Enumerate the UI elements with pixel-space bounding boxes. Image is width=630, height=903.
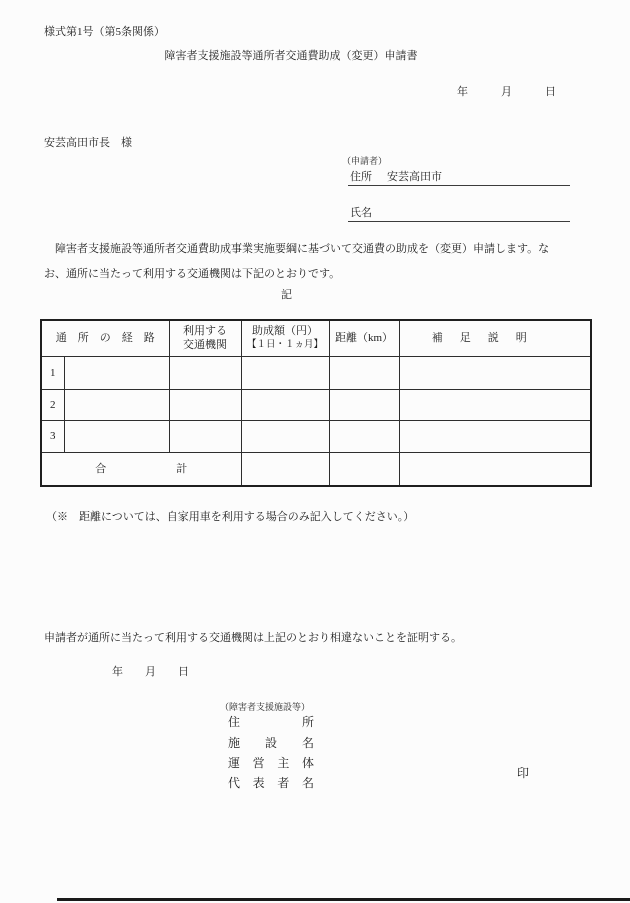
address-value: 安芸高田市 (387, 171, 442, 183)
row-number: 2 (41, 389, 64, 420)
header-subsidy-line1: 助成額（円） (252, 325, 318, 338)
facility-section-label: （障害者支援施設等） (220, 702, 311, 712)
page-break-line (57, 898, 630, 901)
address-label: 住所 (350, 171, 372, 183)
facility-name-label: 施設名 (228, 736, 314, 750)
route-fill-cell (64, 420, 169, 452)
body-line-1: 障害者支援施設等通所者交通費助成事業実施要綱に基づいて交通費の助成を（変更）申請します。な (44, 243, 550, 255)
note-fill-cell (399, 389, 591, 420)
certification-text: 申請者が通所に当たって利用する交通機関は上記のとおり相違ないことを証明する。 (44, 632, 462, 644)
header-transport-line2: 交通機関 (183, 339, 227, 352)
subsidy-fill-cell (241, 389, 329, 420)
year-label: 年 (112, 666, 123, 678)
header-route: 通 所 の 経 路 (41, 320, 169, 356)
header-transport (169, 320, 241, 356)
year-label: 年 (457, 86, 468, 98)
distance-total-cell (329, 452, 399, 486)
cert-date-line (112, 666, 189, 680)
date-line (457, 86, 556, 100)
header-subsidy-line2: 【１日・１ヵ月】 (246, 340, 323, 351)
facility-address-label: 住所 (228, 715, 314, 729)
total-label-cell (41, 452, 241, 486)
table-row (41, 420, 591, 452)
applicant-address-field (348, 169, 570, 186)
transport-fill-cell (169, 356, 241, 389)
row-number: 3 (41, 420, 64, 452)
applicant-section-label: （申請者） (342, 156, 388, 166)
total-label-char2: 計 (176, 462, 188, 475)
distance-fill-cell (329, 389, 399, 420)
facility-representative-label: 代表者名 (228, 776, 314, 790)
seal-mark: 印 (517, 766, 530, 780)
row-number: 1 (41, 356, 64, 389)
body-line-2: お、通所に当たって利用する交通機関は下記のとおりです。 (44, 268, 341, 280)
form-number: 様式第1号（第5条関係） (44, 26, 165, 38)
day-label: 日 (545, 86, 556, 98)
table-row (41, 356, 591, 389)
route-fill-cell (64, 356, 169, 389)
subsidy-total-cell (241, 452, 329, 486)
table-header-row (41, 320, 591, 356)
note-fill-cell (399, 356, 591, 389)
total-label-char1: 合 (95, 462, 107, 475)
addressee: 安芸高田市長 様 (44, 137, 132, 149)
distance-fill-cell (329, 420, 399, 452)
month-label: 月 (145, 666, 156, 678)
header-transport-line1: 利用する (183, 325, 227, 338)
distance-note: （※ 距離については、自家用車を利用する場合のみ記入してください。） (46, 511, 415, 523)
facility-operator-label: 運営主体 (228, 756, 314, 770)
name-label: 氏名 (350, 207, 372, 219)
note-total-cell (399, 452, 591, 486)
transport-fill-cell (169, 389, 241, 420)
subsidy-fill-cell (241, 356, 329, 389)
day-label: 日 (178, 666, 189, 678)
month-label: 月 (501, 86, 512, 98)
header-note: 補 足 説 明 (399, 320, 591, 356)
distance-fill-cell (329, 356, 399, 389)
total-row (41, 452, 591, 486)
transport-fill-cell (169, 420, 241, 452)
header-subsidy (241, 320, 329, 356)
table-row (41, 389, 591, 420)
route-fill-cell (64, 389, 169, 420)
header-distance: 距離（km） (329, 320, 399, 356)
subsidy-fill-cell (241, 420, 329, 452)
form-title: 障害者支援施設等通所者交通費助成（変更）申請書 (164, 50, 418, 62)
transport-table (40, 319, 592, 487)
note-fill-cell (399, 420, 591, 452)
applicant-name-field (348, 205, 570, 222)
record-heading: 記 (281, 289, 292, 301)
